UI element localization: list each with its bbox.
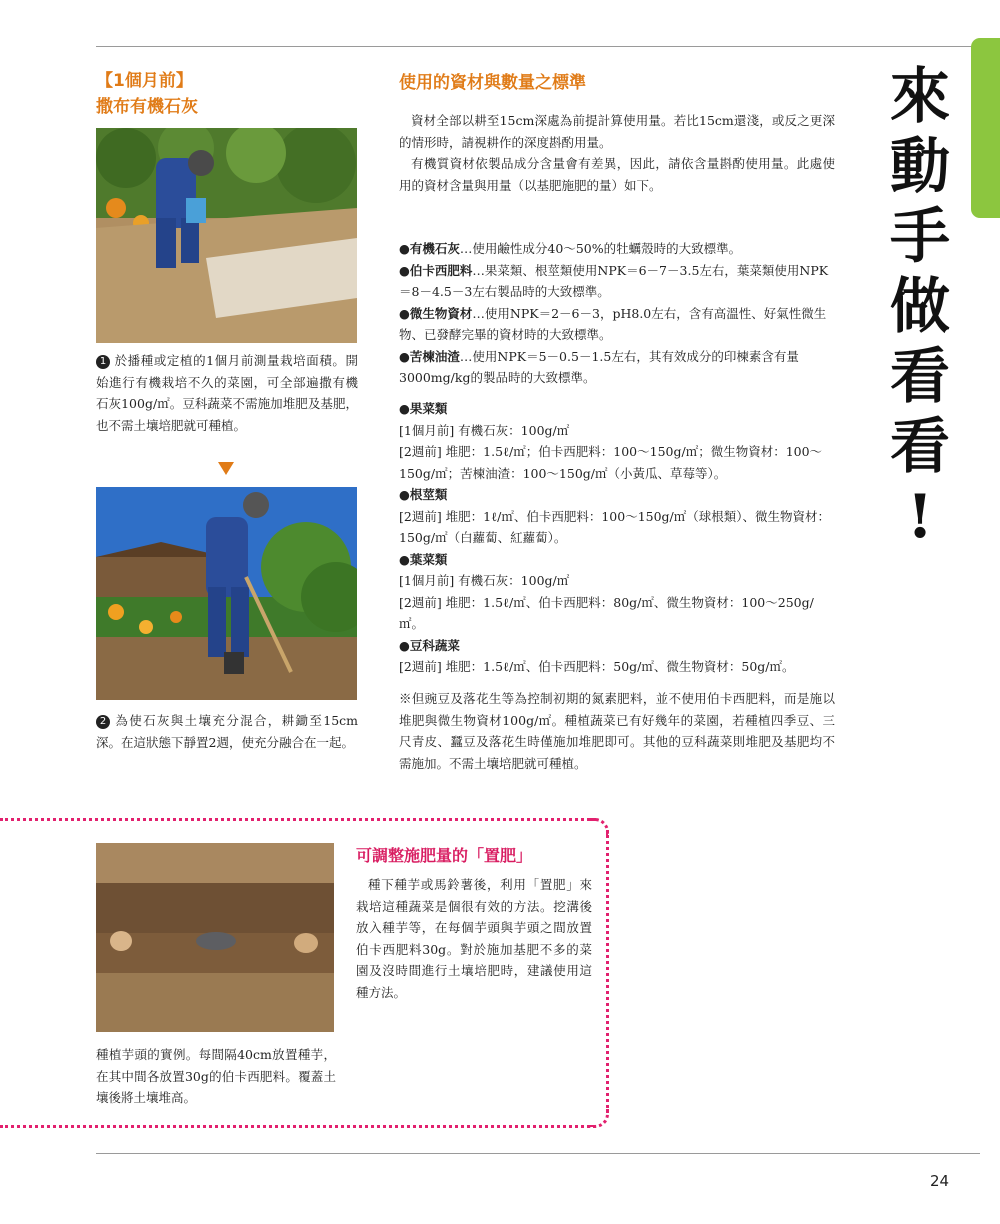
- taro-caption: 種植芋頭的實例。每間隔40cm放置種芋，在其中間各放置30g的伯卡西肥料。覆蓋土壤後將土壤堆高。: [96, 1047, 336, 1105]
- crop-list: [399, 398, 837, 678]
- title-char: 看: [890, 342, 950, 412]
- title-char: 做: [890, 272, 950, 342]
- heading-timing: 【1個月前】: [96, 71, 193, 91]
- title-char: !: [906, 482, 934, 552]
- materials-heading: 使用的資材與數量之標準: [399, 73, 586, 93]
- photo2-caption: [96, 710, 358, 753]
- box-corner: [590, 818, 609, 837]
- box-border-right: [606, 830, 609, 1113]
- title-char: 來: [890, 62, 950, 132]
- section-heading: [96, 68, 198, 120]
- step-number: 2: [96, 715, 110, 729]
- crop-name: ●根莖類: [399, 487, 448, 502]
- heading-topic: 撒布有機石灰: [96, 97, 198, 117]
- intro-paragraph: [399, 110, 835, 196]
- photo-taro-planting: [96, 843, 334, 1032]
- box-corner: [590, 1109, 609, 1128]
- material-name: ●有機石灰: [399, 241, 460, 256]
- caption-text: 為使石灰與土壤充分混合，耕鋤至15cm深。在這狀態下靜置2週，使充分融合在一起。: [96, 713, 358, 750]
- vertical-title: [884, 62, 956, 552]
- material-desc: …果菜類、根莖類使用NPK＝6－7－3.5左右，葉菜類使用NPK＝8－4.5－3左右製品時的大致標準。: [399, 262, 829, 299]
- bottom-rule: [96, 1153, 980, 1154]
- crop-line: [1個月前] 有機石灰：100g/㎡: [399, 422, 570, 438]
- crop-item: [399, 635, 837, 657]
- intro-text-2: 有機質資材依製品成分含量會有差異，因此，請依含量斟酌使用量。此處使用的資材含量與用量（以基肥施肥的量）如下。: [399, 156, 835, 193]
- chapter-tab: [971, 38, 1000, 218]
- material-item: [399, 260, 837, 303]
- crop-line: [2週前] 堆肥：1.5ℓ/㎡；伯卡西肥料：100～150g/㎡；微生物資材：100～150g/㎡；苦楝油渣：100～150g/㎡（小黃瓜、草莓等）。: [399, 444, 823, 481]
- crop-name: ●豆科蔬菜: [399, 637, 460, 653]
- title-char: 手: [890, 202, 950, 272]
- material-item: [399, 346, 837, 389]
- crop-line: [2週前] 堆肥：1.5ℓ/㎡、伯卡西肥料：80g/㎡、微生物資材：100～250g/㎡。: [399, 594, 814, 631]
- materials-list: [399, 238, 837, 389]
- box-heading: 可調整施肥量的「置肥」: [356, 846, 533, 865]
- crop-item: [399, 398, 837, 420]
- crop-item: [399, 484, 837, 506]
- crop-name: ●葉菜類: [399, 551, 448, 567]
- crop-name: ●果菜類: [399, 401, 448, 416]
- material-item: [399, 303, 837, 346]
- box-border-top: [0, 818, 596, 821]
- title-char: 動: [890, 132, 950, 202]
- photo-spreading-lime: [96, 128, 357, 343]
- step-number: 1: [96, 355, 110, 369]
- note-text: ※但豌豆及落花生等為控制初期的氮素肥料，並不使用伯卡西肥料，而是施以堆肥與微生物資材100g/㎡。種植蔬菜已有好幾年的菜園，若種植四季豆、三尺青皮、蠶豆及落花生時僅施加堆肥即可。其他的豆科蔬菜則堆肥及基肥均不需施加。不需土壤培肥就可種植。: [399, 691, 835, 771]
- caption-text: 於播種或定植的1個月前測量栽培面積。開始進行有機栽培不久的菜園，可全部遍撒有機石灰100g/㎡。豆科蔬菜不需施加堆肥及基肥，也不需土壤培肥就可種植。: [96, 353, 358, 433]
- intro-text-1: 資材全部以耕至15cm深處為前提計算使用量。若比15cm還淺，或反之更深的情形時，請視耕作的深度斟酌用量。: [399, 113, 835, 150]
- material-desc: …使用NPK＝5－0.5－1.5左右，其有效成分的印楝素含有量3000mg/kg的製品時的大致標準。: [399, 348, 799, 385]
- crop-line: [1個月前] 有機石灰：100g/㎡: [399, 573, 570, 588]
- material-desc: …使用鹼性成分40～50%的牡蠣殼時的大致標準。: [459, 241, 742, 256]
- material-item: [399, 238, 837, 260]
- box-paragraph: [356, 874, 592, 1003]
- box-border-bottom: [0, 1125, 596, 1128]
- note-paragraph: [399, 688, 835, 774]
- material-name: ●苦楝油渣: [399, 348, 460, 364]
- photo1-caption: [96, 350, 358, 436]
- crop-item: [399, 549, 837, 571]
- material-name: ●伯卡西肥料: [399, 262, 473, 278]
- photo-hoeing-soil: [96, 487, 357, 700]
- page-number: 24: [930, 1172, 950, 1190]
- box-text: 種下種芋或馬鈴薯後，利用「置肥」來栽培這種蔬菜是個很有效的方法。挖溝後放入種芋等，在每個芋頭與芋頭之間放置伯卡西肥料30g。對於施加基肥不多的菜園及沒時間進行土壤培肥時，建議使用這種方法。: [356, 877, 592, 1000]
- material-desc: …使用NPK＝2－6－3，pH8.0左右，含有高溫性、好氣性微生物、已發酵完畢的資材時的大致標準。: [399, 305, 827, 342]
- top-rule: [96, 46, 1000, 47]
- material-name: ●微生物資材: [399, 305, 473, 321]
- crop-line: [2週前] 堆肥：1ℓ/㎡、伯卡西肥料：100～150g/㎡（球根類）、微生物資材：150g/㎡（白蘿蔔、紅蘿蔔）。: [399, 508, 831, 545]
- title-char: 看: [890, 412, 950, 482]
- down-arrow-icon: [218, 462, 234, 475]
- crop-line: [2週前] 堆肥：1.5ℓ/㎡、伯卡西肥料：50g/㎡、微生物資材：50g/㎡。: [399, 659, 795, 674]
